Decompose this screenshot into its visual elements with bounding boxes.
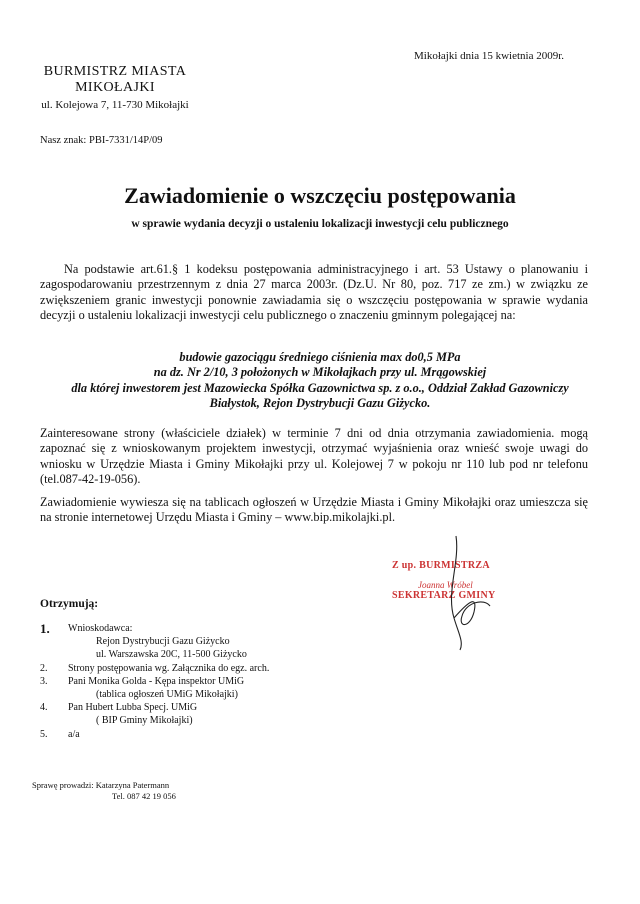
- contact-phone: Tel. 087 42 19 056: [112, 791, 176, 801]
- item-number: 2.: [40, 662, 48, 674]
- paragraph-parties: Zainteresowane strony (właściciele działek) w terminie 7 dni od dnia otrzymania zawiadomienia. mogą zapoznać się z wnioskowanym projektem inwestycji, otrzymać wyjaśnienia oraz wnieść swoje uwagi do wniosku w Urzędzie Miasta i Gminy Mikołajki przy ul. Kolejowej 7 w pokoju nr 110 lub pod nr telefonu (tel.087-42-19-056).: [40, 426, 588, 487]
- item-subline: Rejon Dystrybucji Gazu Giżycko: [96, 636, 230, 648]
- investment-line: budowie gazociągu średniego ciśnienia max do0,5 MPa: [179, 350, 461, 364]
- item-number: 4.: [40, 702, 48, 714]
- item-subline: ( BIP Gminy Mikołajki): [96, 715, 193, 727]
- list-item: [40, 728, 400, 741]
- list-item: [40, 675, 400, 688]
- stamp-line-authority: Z up. BURMISTRZA: [392, 560, 490, 571]
- sender-title: BURMISTRZ MIASTA: [43, 64, 187, 79]
- investment-line: na dz. Nr 2/10, 3 położonych w Mikołajkach przy ul. Mrągowskiej: [153, 365, 487, 380]
- handled-by: Sprawę prowadzi: Katarzyna Patermann: [32, 780, 170, 790]
- stamp-line-name: Joanna Wróbel: [418, 580, 473, 590]
- reference-number: Nasz znak: PBI-7331/14P/09: [40, 135, 163, 146]
- place-date: Mikołajki dnia 15 kwietnia 2009r.: [414, 50, 565, 62]
- item-subline: (tablica ogłoszeń UMiG Mikołajki): [96, 689, 238, 701]
- list-item: [40, 662, 400, 675]
- recipients-list: [40, 622, 400, 741]
- paragraph-legal-basis: Na podstawie art.61.§ 1 kodeksu postępowania administracyjnego i art. 53 Ustawy o planowaniu i zagospodarowaniu przestrzennym z dnia 27 marca 2003r. (Dz.U. Nr 80, poz. 717 ze zm.) w związku ze zwiększeniem granic inwestycji ponownie zawiadamia się o wszczęciu postępowania w sprawie wydania decyzji o ustaleniu lokalizacji inwestycji celu publicznego o znaczeniu gminnym polegającej na:: [40, 262, 588, 323]
- item-text: Strony postępowania wg. Załącznika do egz. arch.: [68, 662, 270, 674]
- document-subtitle: w sprawie wydania decyzji o ustaleniu lokalizacji inwestycji celu publicznego: [131, 218, 509, 230]
- sender-block: [40, 64, 190, 111]
- item-number: 1.: [40, 621, 50, 636]
- investment-description: [20, 350, 620, 412]
- paragraph-publication: Zawiadomienie wywiesza się na tablicach ogłoszeń w Urzędzie Miasta i Gminy Mikołajki oraz umieszcza się na stronie internetowej Urzędu Miasta i Gminy – www.bip.mikolajki.pl.: [40, 495, 588, 525]
- recipients-heading: Otrzymują:: [40, 598, 99, 610]
- document-title: Zawiadomienie o wszczęciu postępowania: [124, 183, 516, 208]
- handwritten-signature: [438, 532, 498, 652]
- sender-address: ul. Kolejowa 7, 11-730 Mikołajki: [41, 99, 189, 111]
- investment-line: Białystok, Rejon Dystrybucji Gazu Giżycko.: [209, 396, 431, 411]
- stamp-line-position: SEKRETARZ GMINY: [392, 590, 496, 601]
- list-item: [40, 701, 400, 714]
- footer-contact: [32, 780, 176, 802]
- list-item: [40, 622, 400, 635]
- item-subline: ul. Warszawska 20C, 11-500 Giżycko: [96, 649, 247, 661]
- investment-line: dla której inwestorem jest Mazowiecka Spółka Gazownictwa sp. z o.o., Oddział Zakład Gazowniczy: [71, 380, 569, 395]
- sender-city: MIKOŁAJKI: [75, 80, 155, 95]
- item-number: 3.: [40, 675, 48, 687]
- item-text: Pani Monika Golda - Kępa inspektor UMiG: [68, 675, 245, 687]
- item-text: Wnioskodawca:: [68, 623, 133, 634]
- item-text: a/a: [68, 728, 80, 740]
- item-text: Pan Hubert Lubba Specj. UMiG: [68, 702, 198, 714]
- item-number: 5.: [40, 728, 48, 740]
